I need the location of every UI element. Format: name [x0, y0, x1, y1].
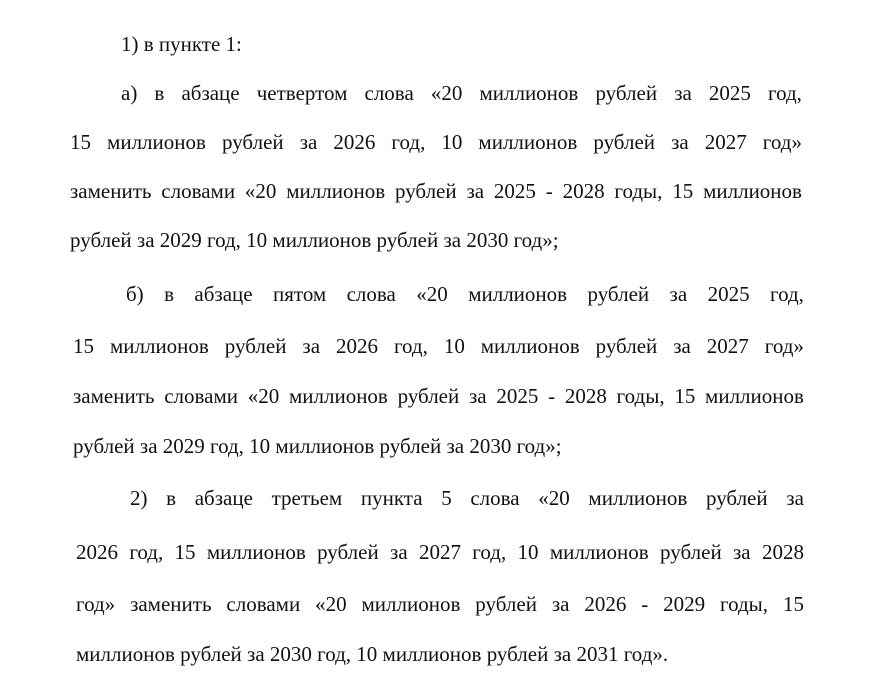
word: а): [121, 81, 138, 105]
item-1-heading: 1) в пункте 1:: [121, 32, 242, 56]
word: рублей: [593, 130, 656, 154]
item-2-line-1: [130, 488, 804, 509]
word: в: [166, 486, 177, 510]
word: миллионов: [206, 540, 306, 564]
subitem-b-line-1: [126, 284, 804, 305]
word: миллионов: [703, 179, 802, 203]
word: за: [669, 282, 688, 306]
word: «20: [430, 81, 463, 105]
word: 10: [517, 540, 539, 564]
word: рублей: [587, 282, 650, 306]
word: рублей: [394, 179, 457, 203]
word: рублей: [397, 384, 460, 408]
word: миллионов: [361, 592, 461, 616]
word: 2): [130, 486, 148, 510]
subitem-b-line-2: [73, 336, 804, 357]
word: -: [641, 592, 649, 616]
word: год,: [768, 81, 802, 105]
word: пятом: [273, 282, 327, 306]
word: четвертом: [256, 81, 348, 105]
word: миллионов: [478, 130, 578, 154]
word: год»: [764, 334, 804, 358]
subitem-a-line-2: [70, 132, 802, 153]
word: за: [673, 334, 691, 358]
word: год,: [393, 334, 428, 358]
word: рублей: [317, 540, 379, 564]
subitem-a-line-3: [70, 181, 802, 202]
word: 2026: [584, 592, 627, 616]
word: словами: [161, 179, 236, 203]
word: 2026: [76, 540, 118, 564]
word: 15: [73, 334, 94, 358]
word: за: [390, 540, 408, 564]
word: миллионов: [468, 282, 568, 306]
word: годы,: [616, 384, 665, 408]
word: пункта: [360, 486, 423, 510]
word: за: [671, 130, 689, 154]
word: абзаце: [194, 486, 253, 510]
word: 2026: [335, 334, 378, 358]
word: 15: [70, 130, 91, 154]
word: словами: [226, 592, 301, 616]
word: миллионов: [288, 384, 388, 408]
word: «20: [416, 282, 448, 306]
word: 15: [174, 540, 196, 564]
word: за: [468, 384, 487, 408]
word: 2026: [333, 130, 376, 154]
word: слова: [346, 282, 396, 306]
word: миллионов: [479, 81, 579, 105]
word: рублей: [660, 540, 722, 564]
word: абзаце: [181, 81, 240, 105]
word: заменить: [70, 179, 152, 203]
word: 2027: [706, 334, 749, 358]
word: 2027: [704, 130, 747, 154]
word: за: [551, 592, 570, 616]
word: миллионов: [549, 540, 649, 564]
subitem-b-line-4: рублей за 2029 год, 10 миллионов рублей за 2030 год»;: [73, 434, 562, 458]
item-2-line-2: [76, 542, 804, 563]
word: годы,: [720, 592, 769, 616]
word: 15: [674, 384, 696, 408]
word: рублей: [595, 81, 658, 105]
word: третьем: [271, 486, 343, 510]
word: год»: [762, 130, 802, 154]
word: год,: [769, 282, 804, 306]
word: рублей: [475, 592, 537, 616]
word: в: [164, 282, 175, 306]
word: «20: [538, 486, 570, 510]
word: за: [299, 130, 318, 154]
word: за: [466, 179, 485, 203]
subitem-a-line-4: рублей за 2029 год, 10 миллионов рублей за 2030 год»;: [70, 228, 559, 252]
word: миллионов: [107, 130, 206, 154]
word: рублей: [595, 334, 658, 358]
word: 2028: [562, 179, 605, 203]
word: «20: [244, 179, 277, 203]
word: слова: [364, 81, 414, 105]
word: 2025: [496, 384, 539, 408]
word: 10: [441, 130, 463, 154]
item-2-line-3: [76, 594, 804, 615]
word: заменить: [73, 384, 155, 408]
word: миллионов: [480, 334, 580, 358]
word: «20: [315, 592, 347, 616]
word: 10: [443, 334, 465, 358]
word: год»: [76, 592, 116, 616]
word: словами: [164, 384, 238, 408]
subitem-b-line-3: [73, 386, 804, 407]
word: заменить: [130, 592, 212, 616]
word: «20: [247, 384, 280, 408]
word: миллионов: [286, 179, 386, 203]
word: за: [674, 81, 692, 105]
word: за: [786, 486, 804, 510]
word: 2025: [493, 179, 536, 203]
word: миллионов: [588, 486, 688, 510]
word: 2025: [707, 282, 750, 306]
word: миллионов: [109, 334, 209, 358]
word: 15: [782, 592, 804, 616]
subitem-a-line-1: [121, 83, 802, 104]
word: 15: [672, 179, 694, 203]
word: 2027: [418, 540, 461, 564]
word: -: [545, 179, 553, 203]
word: миллионов: [705, 384, 804, 408]
word: годы,: [614, 179, 663, 203]
word: рублей: [221, 130, 284, 154]
word: рублей: [224, 334, 287, 358]
word: за: [302, 334, 321, 358]
word: б): [126, 282, 144, 306]
word: 2028: [761, 540, 804, 564]
item-2-line-4: миллионов рублей за 2030 год, 10 миллионов рублей за 2031 год».: [76, 642, 669, 666]
word: абзаце: [194, 282, 253, 306]
word: слова: [470, 486, 520, 510]
word: год,: [391, 130, 426, 154]
word: за: [733, 540, 751, 564]
word: рублей: [705, 486, 768, 510]
word: в: [154, 81, 165, 105]
word: 2029: [663, 592, 706, 616]
word: 5: [441, 486, 452, 510]
word: год,: [472, 540, 507, 564]
word: 2028: [564, 384, 607, 408]
word: -: [548, 384, 556, 408]
word: 2025: [708, 81, 751, 105]
word: год,: [129, 540, 164, 564]
